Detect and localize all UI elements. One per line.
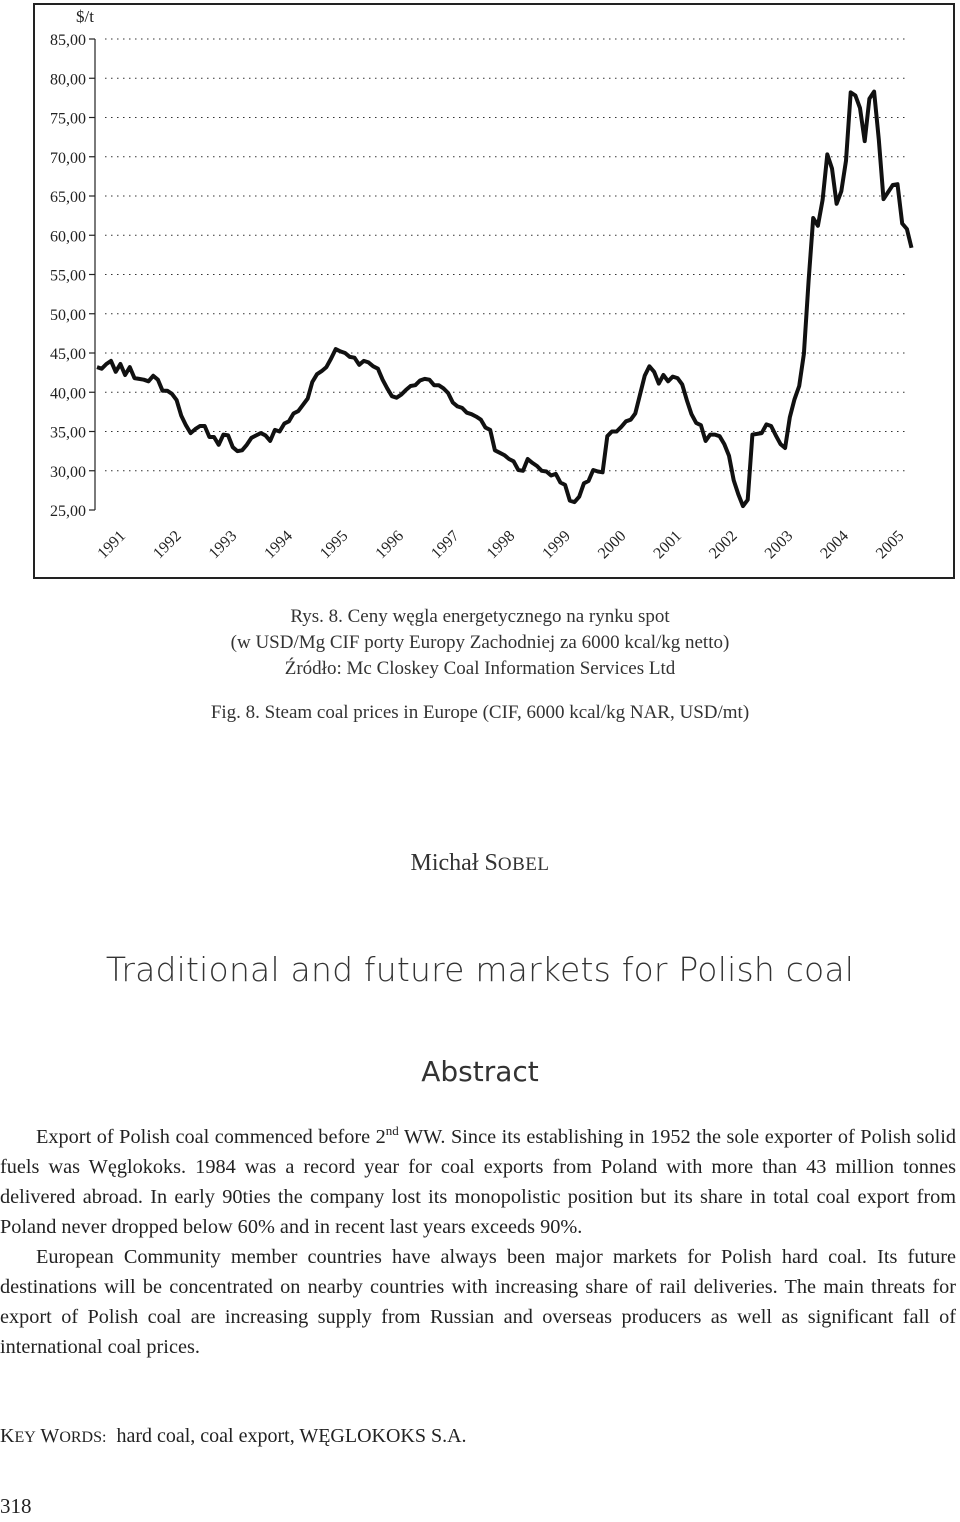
y-tick-label: 30,00	[50, 463, 86, 481]
figure-caption-pl: Rys. 8. Ceny węgla energetycznego na rynku spot	[290, 606, 670, 627]
y-tick-label: 55,00	[50, 267, 86, 285]
x-tick-label: 1995	[316, 527, 352, 563]
x-tick-label: 2000	[594, 527, 630, 563]
y-tick-label: 25,00	[50, 503, 86, 520]
abstract-heading: Abstract	[421, 1055, 539, 1088]
x-tick-label: 2001	[650, 527, 686, 563]
y-tick-label: 40,00	[50, 385, 86, 403]
abstract-p1-start: Export of Polish coal commenced before 2	[36, 1126, 386, 1148]
keywords-label-w: W	[40, 1425, 60, 1447]
keywords-label	[0, 1425, 106, 1447]
paper-title: Traditional and future markets for Polish coal	[105, 950, 855, 989]
x-tick-label: 1992	[150, 527, 185, 563]
author-first-name: Michał	[410, 850, 479, 876]
abstract-p1-rest: WW. Since its establishing in 1952 the sole exporter of Polish solid fuels was Węglokoks. 1984 was a record year for coal exports from Poland with more than 43 million tonnes delivered abroad. In early 90ties the company lost its monopolistic position but its share in total coal export from Poland never dropped below 60% and in recent last years exceeds 90%.	[0, 1126, 956, 1238]
y-axis-unit-label: $/t	[76, 7, 94, 26]
price-chart	[0, 0, 960, 585]
x-tick-label: 1997	[428, 527, 463, 563]
keywords-label-k: K	[0, 1425, 15, 1447]
abstract-paragraph-2: European Community member countries have always been major markets for Polish hard coal. Its future destinations will be concentrated on nearby countries with increasing share of rail deliveries. The main threats for export of Polish coal are increasing supply from Russian and overseas producers as well as significant fall of international coal prices.	[0, 1246, 956, 1358]
keywords-text: hard coal, coal export, WĘGLOKOKS S.A.	[116, 1425, 467, 1447]
figure-source: Źródło: Mc Closkey Coal Information Services Ltd	[284, 658, 676, 679]
author-last-name-initial: S	[484, 850, 498, 876]
keywords	[0, 1425, 960, 1448]
figure-caption-pl-detail: (w USD/Mg CIF porty Europy Zachodniej za 6000 kcal/kg netto)	[230, 632, 730, 653]
page-number: 318	[0, 1494, 32, 1518]
y-tick-label: 60,00	[50, 228, 86, 246]
x-tick-label: 2002	[706, 527, 741, 563]
author-last-name-rest: OBEL	[497, 854, 550, 875]
x-tick-label: 1993	[205, 527, 241, 563]
y-tick-label: 75,00	[50, 110, 86, 128]
y-tick-label: 45,00	[50, 346, 86, 363]
chart-gridlines	[105, 39, 905, 471]
y-axis-ticks	[50, 32, 95, 520]
x-tick-label: 1991	[94, 527, 130, 563]
abstract-paragraph-1	[0, 1122, 956, 1242]
author-name	[0, 850, 960, 877]
abstract-body	[0, 1122, 956, 1362]
x-tick-label: 1994	[261, 527, 296, 563]
y-tick-label: 65,00	[50, 189, 86, 206]
x-tick-label: 2003	[761, 527, 797, 563]
x-axis-ticks	[94, 527, 907, 562]
y-tick-label: 85,00	[50, 32, 86, 49]
y-tick-label: 35,00	[50, 424, 86, 442]
x-tick-label: 1996	[372, 527, 408, 563]
x-tick-label: 1999	[539, 527, 574, 563]
figure-caption-en: Fig. 8. Steam coal prices in Europe (CIF, 6000 kcal/kg NAR, USD/mt)	[210, 702, 750, 723]
keywords-label-k-rest: EY	[14, 1429, 36, 1446]
x-tick-label: 1998	[483, 527, 519, 563]
keywords-label-w-rest: ORDS:	[59, 1429, 107, 1446]
abstract-p1-sup: nd	[385, 1123, 399, 1139]
y-tick-label: 50,00	[50, 306, 86, 324]
x-tick-label: 2005	[872, 527, 908, 563]
x-tick-label: 2004	[817, 527, 852, 563]
series-line	[97, 92, 912, 507]
y-tick-label: 80,00	[50, 71, 86, 89]
y-tick-label: 70,00	[50, 149, 86, 167]
